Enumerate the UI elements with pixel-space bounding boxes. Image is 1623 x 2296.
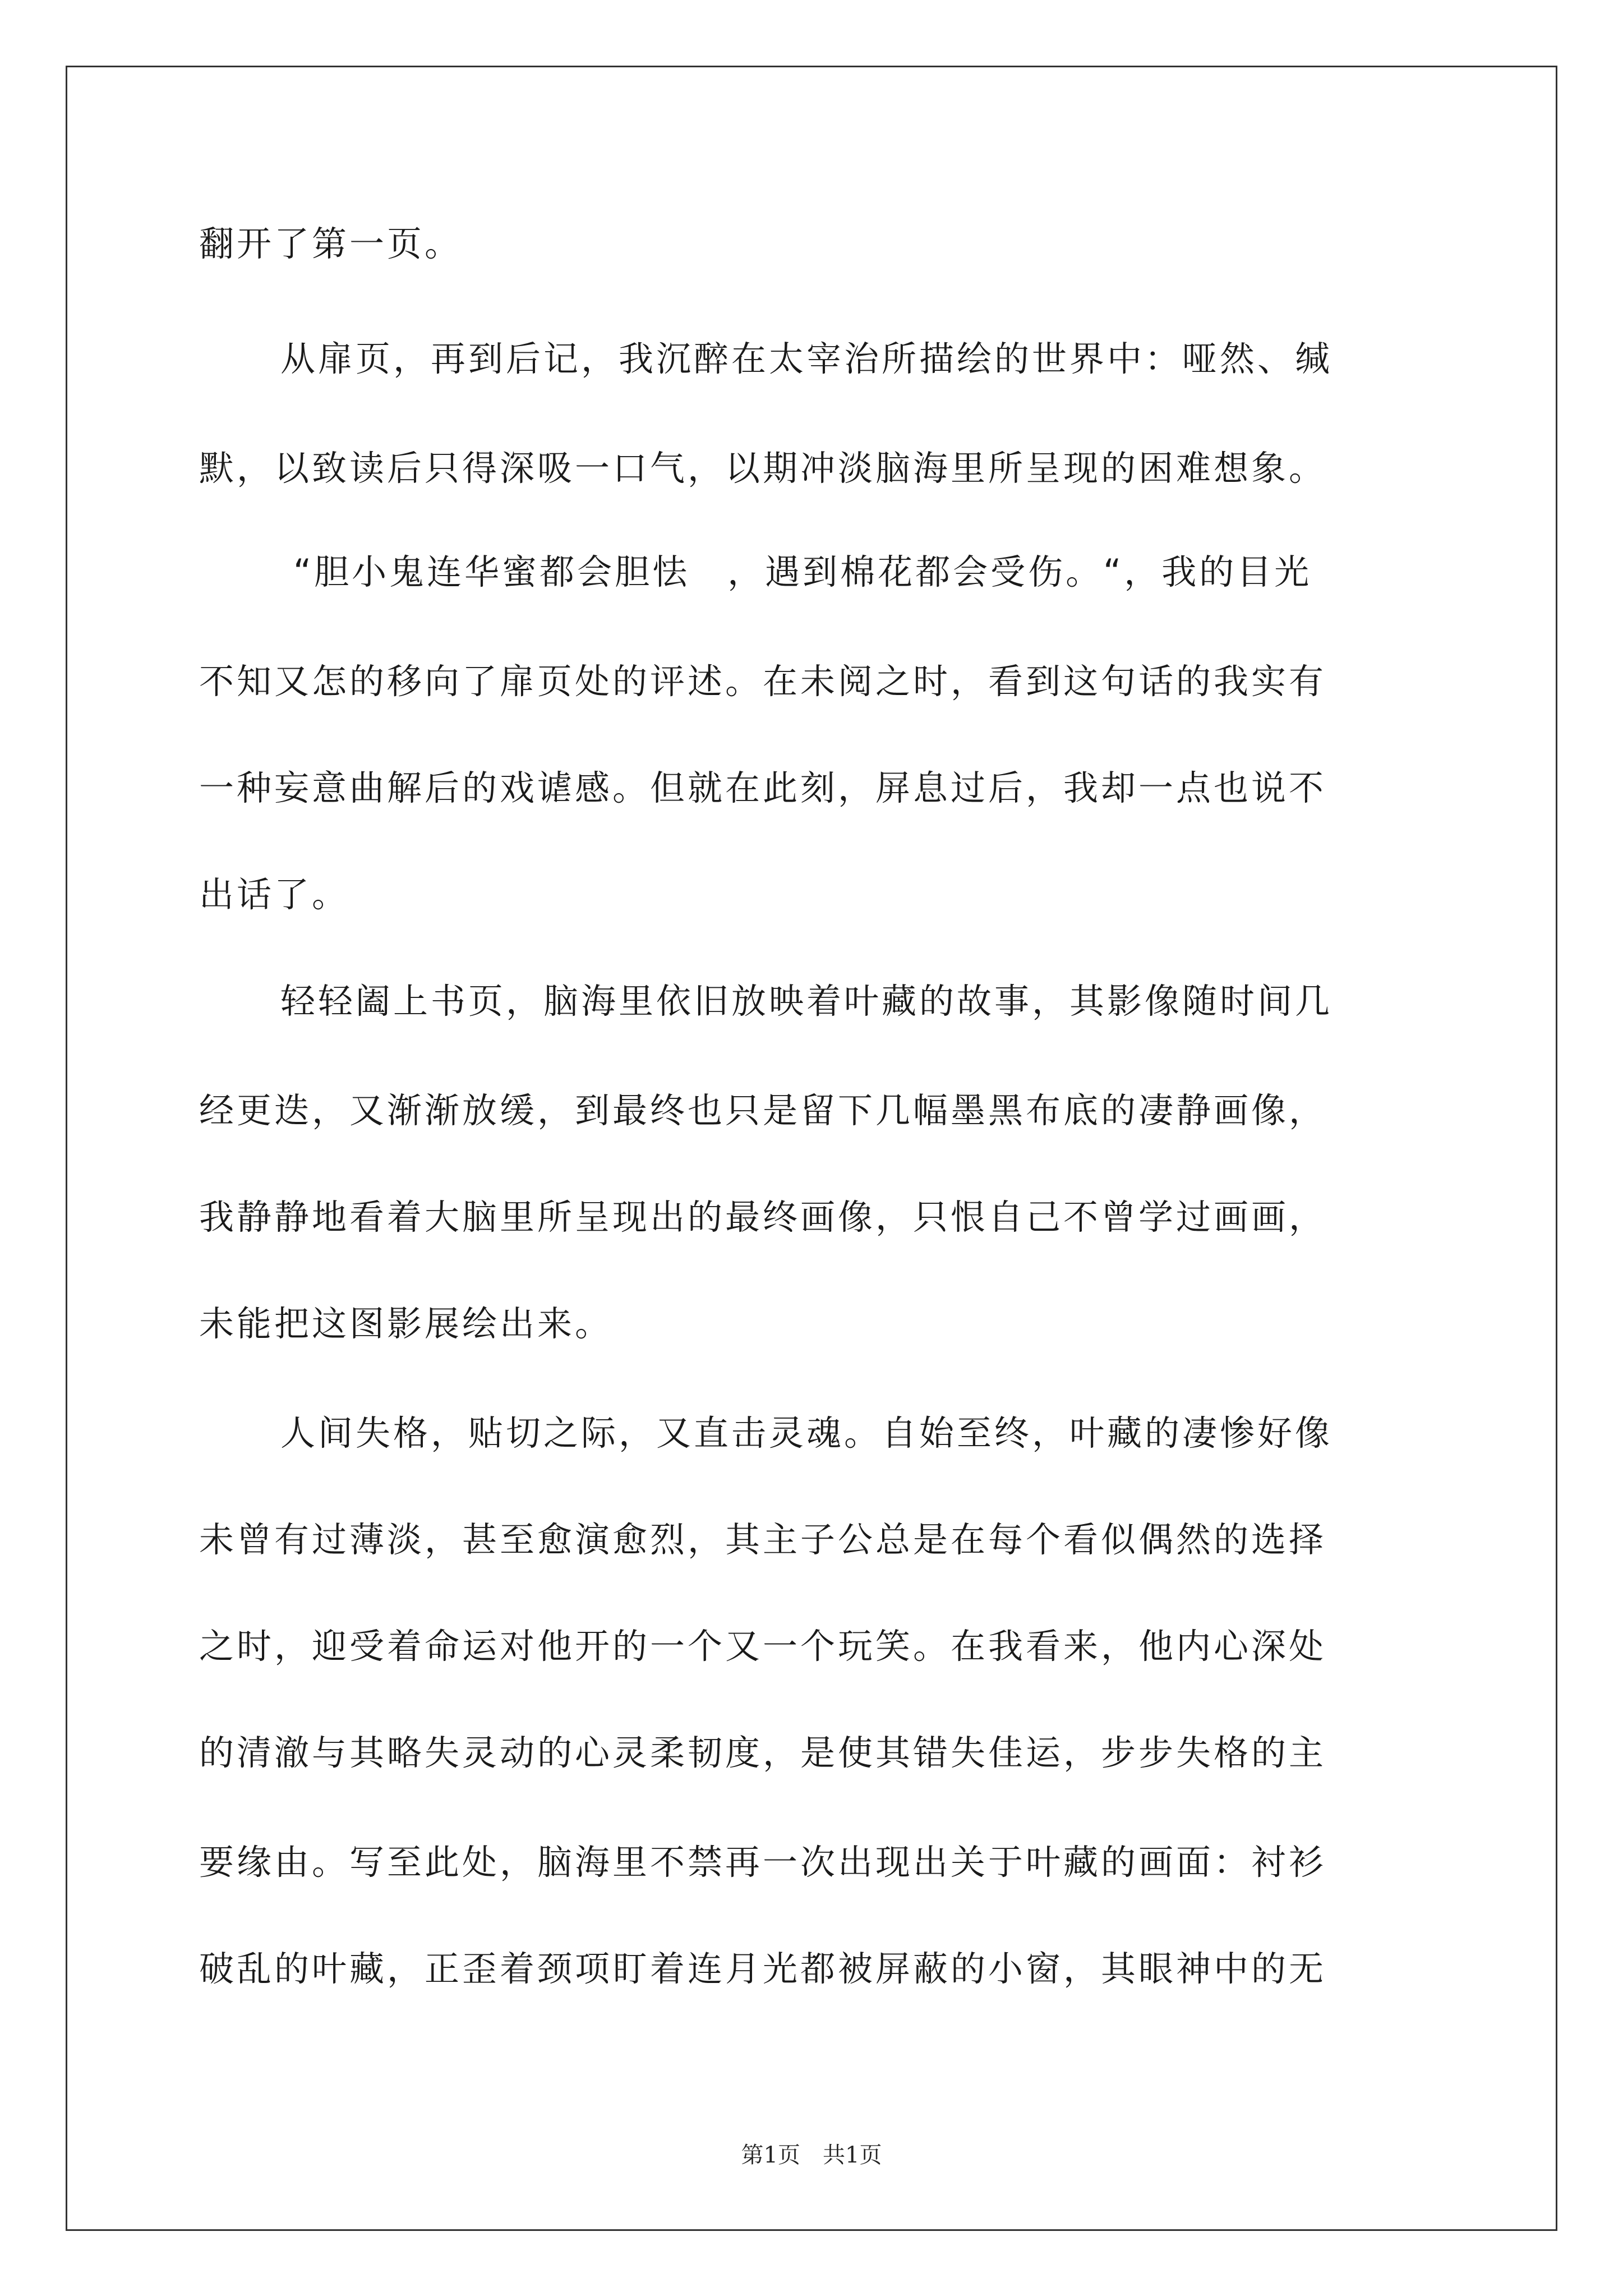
text-line-2: 从扉页，再到后记，我沉醉在太宰治所描绘的世界中：哑然、缄: [280, 338, 1333, 379]
text-line-13: 未曾有过薄淡，甚至愈演愈烈，其主子公总是在每个看似偶然的选择: [199, 1519, 1327, 1560]
text-line-3: 默，以致读后只得深吸一口气，以期冲淡脑海里所呈现的困难想象。: [199, 448, 1327, 489]
text-line-9: 经更迭，又渐渐放缓，到最终也只是留下几幅墨黑布底的凄静画像，: [199, 1090, 1327, 1131]
text-line-8: 轻轻阖上书页，脑海里依旧放映着叶藏的故事，其影像随时间几: [280, 981, 1333, 1022]
text-line-7: 出话了。: [199, 874, 350, 915]
text-line-16: 要缘由。写至此处，脑海里不禁再一次出现出关于叶藏的画面：衬衫: [199, 1842, 1327, 1883]
text-line-12: 人间失格，贴切之际，又直击灵魂。自始至终，叶藏的凄惨好像: [280, 1412, 1333, 1453]
text-line-10: 我静静地看着大脑里所呈现出的最终画像，只恨自己不曾学过画画，: [199, 1197, 1327, 1237]
text-line-4: “胆小鬼连华蜜都会胆怯 ，遇到棉花都会受伤。“，我的目光: [293, 551, 1312, 592]
text-line-6: 一种妄意曲解后的戏谑感。但就在此刻，屏息过后，我却一点也说不: [199, 767, 1327, 808]
text-line-17: 破乱的叶藏，正歪着颈项盯着连月光都被屏蔽的小窗，其眼神中的无: [199, 1948, 1327, 1989]
text-line-5: 不知又怎的移向了扉页处的评述。在未阅之时，看到这句话的我实有: [199, 661, 1327, 702]
text-line-11: 未能把这图影展绘出来。: [199, 1303, 613, 1344]
text-line-14: 之时，迎受着命运对他开的一个又一个玩笑。在我看来，他内心深处: [199, 1626, 1327, 1667]
text-line-15: 的清澈与其略失灵动的心灵柔韧度，是使其错失佳运，步步失格的主: [199, 1732, 1327, 1773]
page-footer: 第1页 共1页: [741, 2142, 882, 2168]
text-line-1: 翻开了第一页。: [199, 223, 463, 264]
page-border: [66, 66, 1557, 2231]
